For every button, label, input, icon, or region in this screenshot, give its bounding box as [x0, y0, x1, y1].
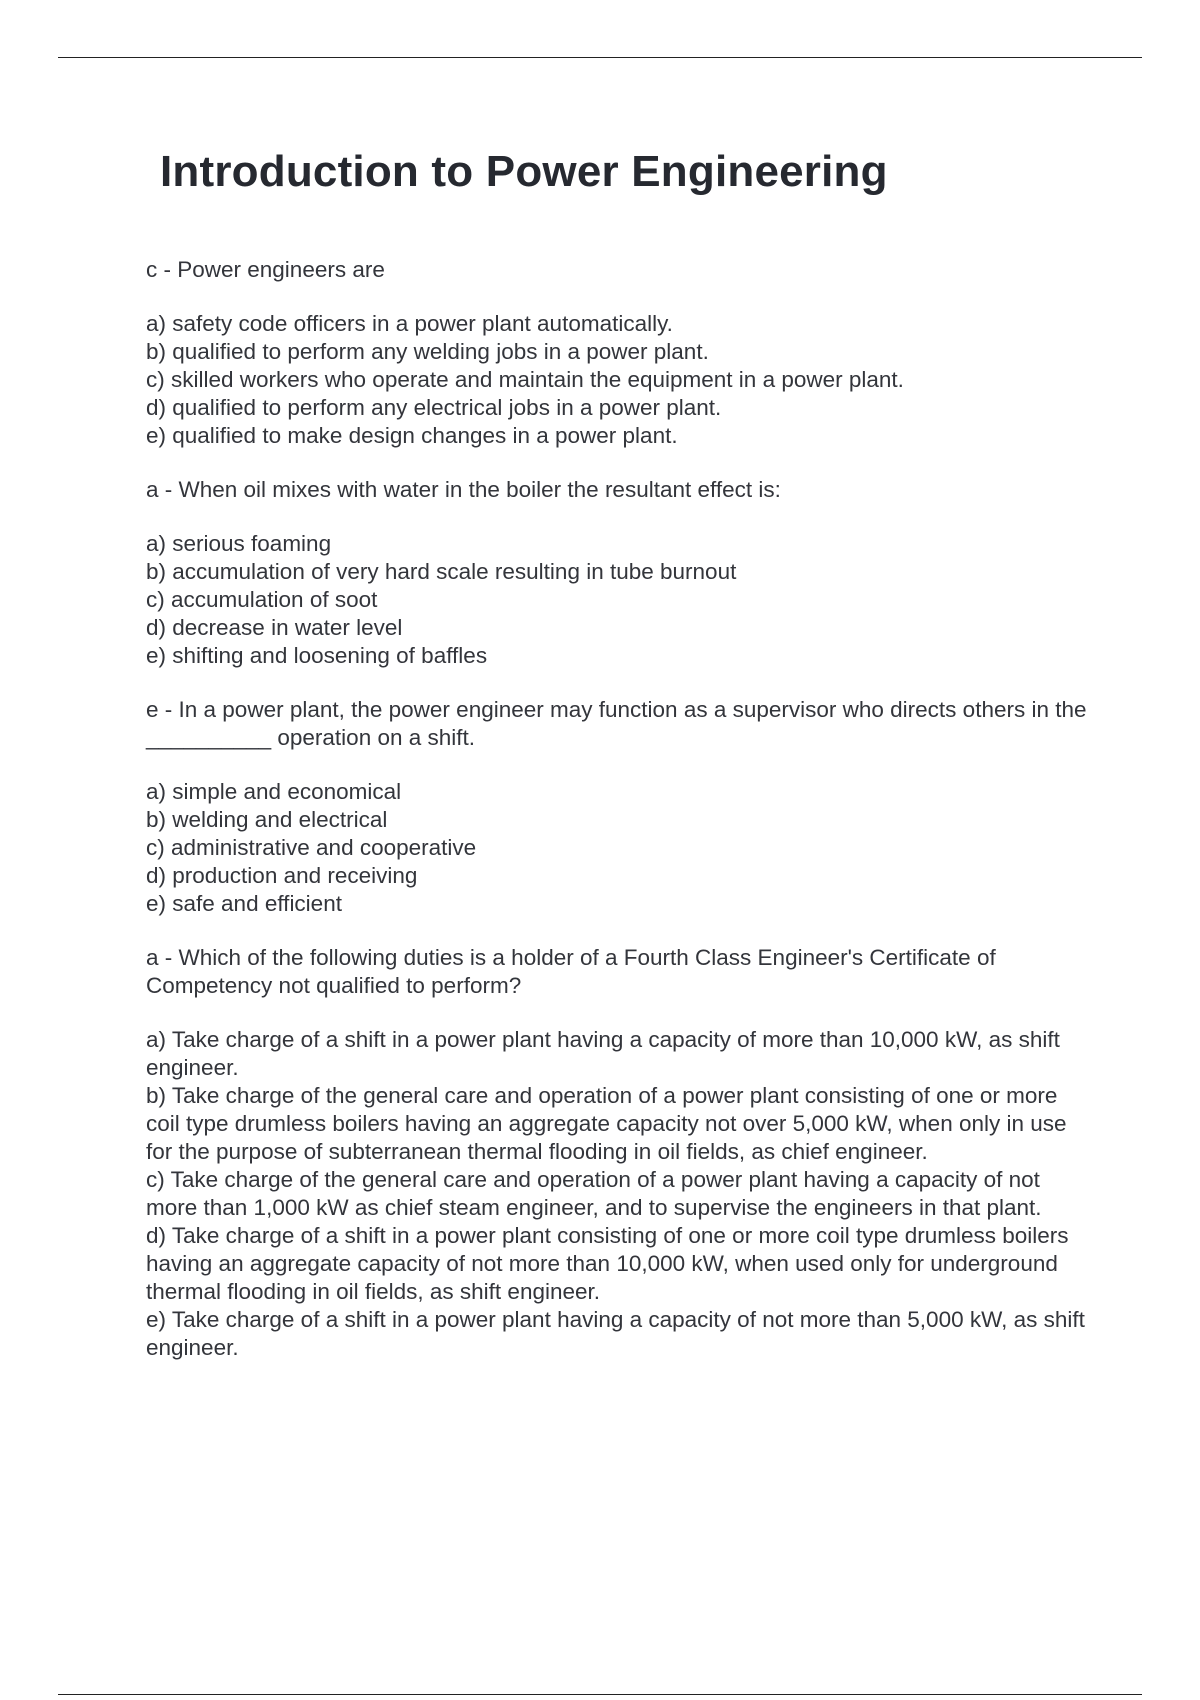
page-title: Introduction to Power Engineering	[160, 147, 888, 196]
option-item: b) qualified to perform any welding jobs in a power plant.	[146, 339, 709, 364]
option-item: c) administrative and cooperative	[146, 835, 477, 860]
option-item: c) Take charge of the general care and operation of a power plant having a capacity of not more than 1,000 kW as chief steam engineer, and to supervise the engineers in that plant.	[146, 1167, 1042, 1220]
option-item: e) safe and efficient	[146, 891, 342, 916]
bottom-rule	[58, 1694, 1142, 1695]
option-item: a) simple and economical	[146, 779, 402, 804]
question-stem: a - When oil mixes with water in the boiler the resultant effect is:	[146, 477, 781, 502]
option-item: a) serious foaming	[146, 531, 332, 556]
option-list	[146, 1026, 1096, 1362]
option-item: d) production and receiving	[146, 863, 418, 888]
question-stem: e - In a power plant, the power engineer may function as a supervisor who directs others in the __________ operation on a shift.	[146, 697, 1087, 750]
option-item: e) qualified to make design changes in a power plant.	[146, 423, 678, 448]
option-item: e) shifting and loosening of baffles	[146, 643, 488, 668]
option-list	[146, 310, 1096, 450]
option-list	[146, 778, 1096, 918]
option-item: b) Take charge of the general care and operation of a power plant consisting of one or more coil type drumless boilers having an aggregate capacity not over 5,000 kW, when only in use for the purpose of subterranean thermal flooding in oil fields, as chief engineer.	[146, 1083, 1067, 1164]
option-item: d) Take charge of a shift in a power plant consisting of one or more coil type drumless boilers having an aggregate capacity of not more than 10,000 kW, when used only for underground thermal flooding in oil fields, as shift engineer.	[146, 1223, 1069, 1304]
option-item: d) qualified to perform any electrical jobs in a power plant.	[146, 395, 722, 420]
question-stem: a - Which of the following duties is a holder of a Fourth Class Engineer's Certificate of Competency not qualified to perform?	[146, 945, 996, 998]
question-list	[146, 256, 1096, 1388]
option-list	[146, 530, 1096, 670]
option-item: c) accumulation of soot	[146, 587, 378, 612]
option-item: e) Take charge of a shift in a power plant having a capacity of not more than 5,000 kW, as shift engineer.	[146, 1307, 1085, 1360]
option-item: c) skilled workers who operate and maintain the equipment in a power plant.	[146, 367, 904, 392]
option-item: d) decrease in water level	[146, 615, 403, 640]
option-item: a) Take charge of a shift in a power plant having a capacity of more than 10,000 kW, as shift engineer.	[146, 1027, 1060, 1080]
option-item: b) welding and electrical	[146, 807, 388, 832]
option-item: b) accumulation of very hard scale resulting in tube burnout	[146, 559, 737, 584]
option-item: a) safety code officers in a power plant automatically.	[146, 311, 673, 336]
question-stem: c - Power engineers are	[146, 257, 385, 282]
top-rule	[58, 57, 1142, 58]
